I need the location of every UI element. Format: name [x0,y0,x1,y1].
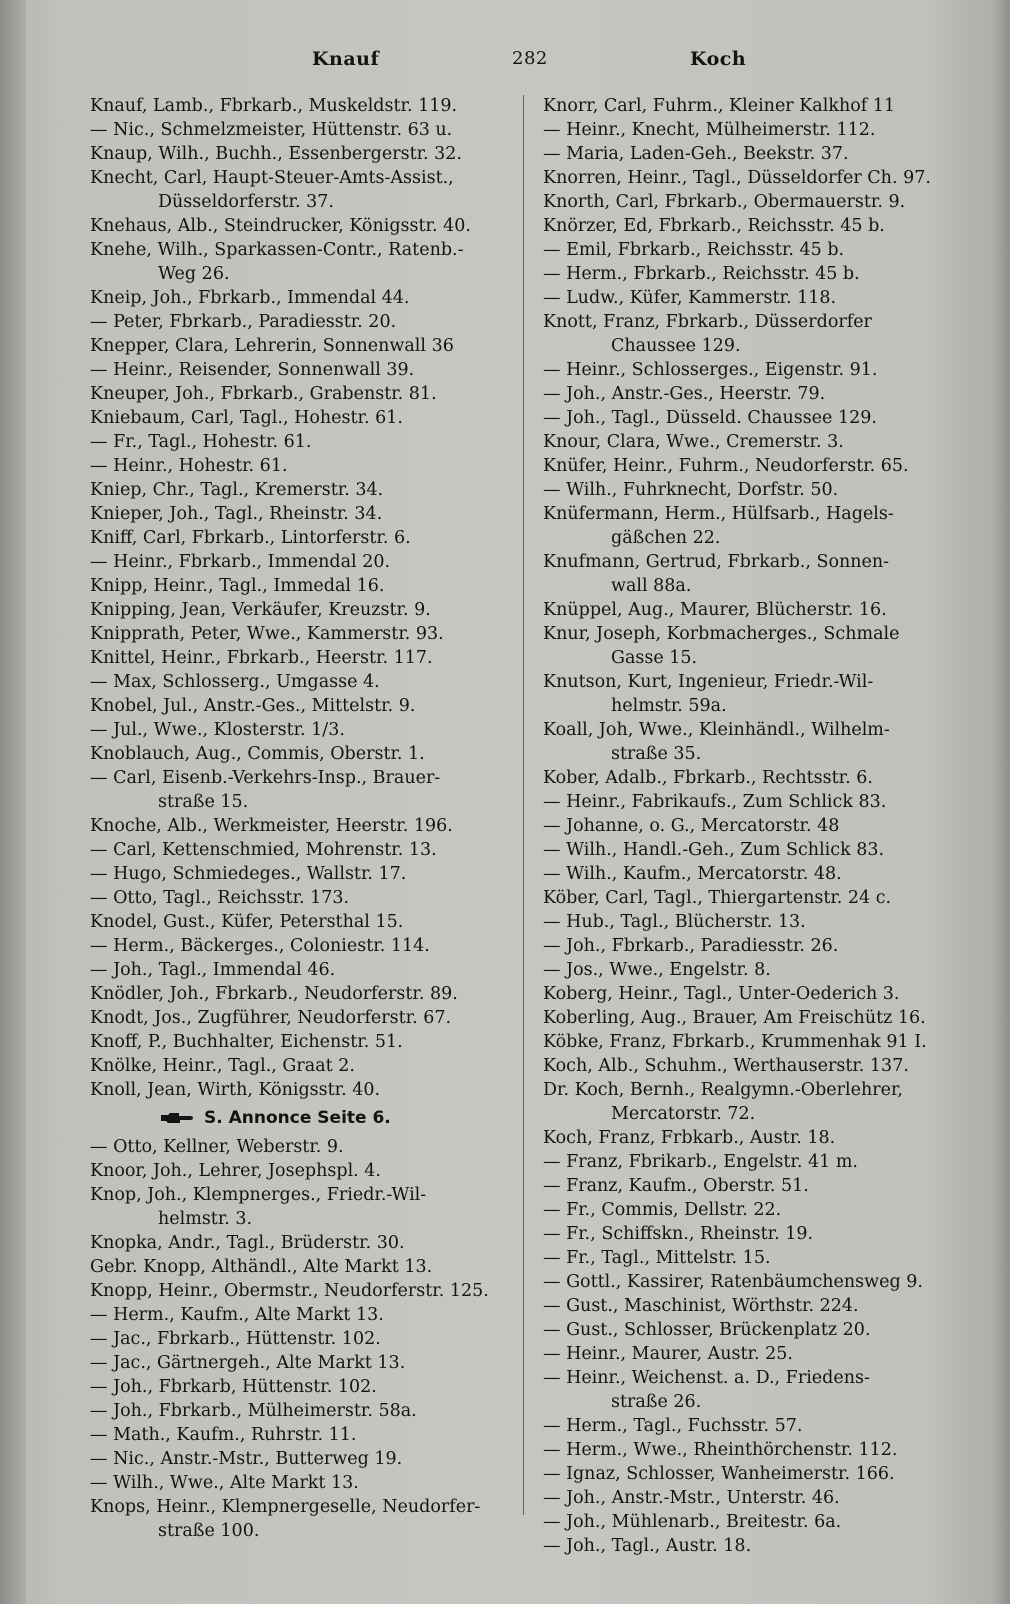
list-item: Köbke, Franz, Fbrkarb., Krummenhak 91 I. [543,1032,927,1052]
list-item: straße 100. [158,1521,260,1541]
list-item: Knoblauch, Aug., Commis, Oberstr. 1. [90,744,425,764]
list-item: Knoor, Joh., Lehrer, Josephspl. 4. [90,1161,381,1181]
list-item: Knepper, Clara, Lehrerin, Sonnenwall 36 [90,336,454,356]
list-item: — Fr., Commis, Dellstr. 22. [543,1200,782,1220]
list-item: Koberg, Heinr., Tagl., Unter-Oederich 3. [543,984,900,1004]
list-item: — Gust., Maschinist, Wörthstr. 224. [543,1296,859,1316]
running-head-left: Knauf [312,48,380,70]
list-item: Knüfermann, Herm., Hülfsarb., Hagels- [543,504,894,524]
list-item: helmstr. 59a. [611,696,727,716]
list-item: Koall, Joh, Wwe., Kleinhändl., Wilhelm- [543,720,890,740]
list-item: Knoll, Jean, Wirth, Königsstr. 40. [90,1080,381,1100]
list-item: — Jul., Wwe., Klosterstr. 1/3. [90,720,345,740]
list-item: Mercatorstr. 72. [611,1104,756,1124]
list-item: Knecht, Carl, Haupt-Steuer-Amts-Assist., [90,168,454,188]
list-item: — Heinr., Maurer, Austr. 25. [543,1344,793,1364]
page-number: 282 [512,48,548,69]
list-item: — Joh., Fbrkarb, Hüttenstr. 102. [90,1377,377,1397]
list-item: — Math., Kaufm., Ruhrstr. 11. [90,1425,357,1445]
list-item: Knüppel, Aug., Maurer, Blücherstr. 16. [543,600,887,620]
list-item: — Carl, Eisenb.-Verkehrs-Insp., Brauer- [90,768,441,788]
annonce-notice [90,1102,510,1135]
list-item: — Jos., Wwe., Engelstr. 8. [543,960,771,980]
list-item: — Peter, Fbrkarb., Paradiesstr. 20. [90,312,397,332]
list-item: — Ludw., Küfer, Kammerstr. 118. [543,288,837,308]
list-item: Knölke, Heinr., Tagl., Graat 2. [90,1056,355,1076]
list-item: gäßchen 22. [611,528,721,548]
list-item: — Johanne, o. G., Mercatorstr. 48 [543,816,840,836]
list-item: — Heinr., Schlosserges., Eigenstr. 91. [543,360,878,380]
list-item: Kneip, Joh., Fbrkarb., Immendal 44. [90,288,410,308]
list-item: — Wilh., Fuhrknecht, Dorfstr. 50. [543,480,839,500]
list-item: — Wilh., Handl.-Geh., Zum Schlick 83. [543,840,885,860]
list-item: Koch, Alb., Schuhm., Werthauserstr. 137. [543,1056,909,1076]
list-item: — Carl, Kettenschmied, Mohrenstr. 13. [90,840,437,860]
list-item: — Gottl., Kassirer, Ratenbäumchensweg 9. [543,1272,923,1292]
list-item: — Maria, Laden-Geh., Beekstr. 37. [543,144,849,164]
list-item: — Joh., Tagl., Immendal 46. [90,960,336,980]
list-item: Köber, Carl, Tagl., Thiergartenstr. 24 c. [543,888,892,908]
list-item: — Nic., Anstr.-Mstr., Butterweg 19. [90,1449,403,1469]
list-item: Weg 26. [158,264,230,284]
list-item: Knörzer, Ed, Fbrkarb., Reichsstr. 45 b. [543,216,885,236]
list-item: Knopka, Andr., Tagl., Brüderstr. 30. [90,1233,405,1253]
list-item: — Heinr., Weichenst. a. D., Friedens- [543,1368,870,1388]
list-item: — Fr., Tagl., Hohestr. 61. [90,432,312,452]
list-item: — Ignaz, Schlosser, Wanheimerstr. 166. [543,1464,895,1484]
list-item: Gebr. Knopp, Althändl., Alte Markt 13. [90,1257,433,1277]
list-item: Knott, Franz, Fbrkarb., Düsserdorfer [543,312,872,332]
list-item: — Joh., Mühlenarb., Breitestr. 6a. [543,1512,842,1532]
list-item: Knauf, Lamb., Fbrkarb., Muskeldstr. 119. [90,96,458,116]
list-item: — Emil, Fbrkarb., Reichsstr. 45 b. [543,240,845,260]
list-item: — Jac., Fbrkarb., Hüttenstr. 102. [90,1329,381,1349]
list-item: Knoff, P., Buchhalter, Eichenstr. 51. [90,1032,403,1052]
list-item: Knop, Joh., Klempnerges., Friedr.-Wil- [90,1185,427,1205]
list-item: — Fr., Tagl., Mittelstr. 15. [543,1248,771,1268]
page-edge-left [0,0,26,1604]
page-edge-right [990,0,1010,1604]
list-item: — Gust., Schlosser, Brückenplatz 20. [543,1320,871,1340]
list-item: — Heinr., Fabrikaufs., Zum Schlick 83. [543,792,887,812]
list-item: — Wilh., Wwe., Alte Markt 13. [90,1473,359,1493]
list-item: Knehaus, Alb., Steindrucker, Königsstr. 40. [90,216,471,236]
list-item: Kniebaum, Carl, Tagl., Hohestr. 61. [90,408,403,428]
list-item: wall 88a. [611,576,692,596]
list-item: Knorth, Carl, Fbrkarb., Obermauerstr. 9. [543,192,906,212]
list-item: — Heinr., Reisender, Sonnenwall 39. [90,360,415,380]
list-item: — Herm., Fbrkarb., Reichsstr. 45 b. [543,264,860,284]
list-item: Knour, Clara, Wwe., Cremerstr. 3. [543,432,844,452]
list-item: Düsseldorferstr. 37. [158,192,334,212]
list-item: straße 35. [611,744,702,764]
list-item: Knieper, Joh., Tagl., Rheinstr. 34. [90,504,383,524]
list-item: Knur, Joseph, Korbmacherges., Schmale [543,624,900,644]
list-item: Knipprath, Peter, Wwe., Kammerstr. 93. [90,624,444,644]
list-item: Knüfer, Heinr., Fuhrm., Neudorferstr. 65. [543,456,909,476]
list-item: Kniff, Carl, Fbrkarb., Lintorferstr. 6. [90,528,411,548]
list-item: straße 15. [158,792,249,812]
list-item: Knipping, Jean, Verkäufer, Kreuzstr. 9. [90,600,431,620]
list-item: — Hugo, Schmiedeges., Wallstr. 17. [90,864,407,884]
list-item: Knoche, Alb., Werkmeister, Heerstr. 196. [90,816,453,836]
list-item: — Heinr., Knecht, Mülheimerstr. 112. [543,120,876,140]
column-divider [523,95,524,1515]
list-item: straße 26. [611,1392,702,1412]
list-item: Knodt, Jos., Zugführer, Neudorferstr. 67. [90,1008,452,1028]
list-item: Knehe, Wilh., Sparkassen-Contr., Ratenb.- [90,240,464,260]
list-item: Koch, Franz, Frbkarb., Austr. 18. [543,1128,836,1148]
list-item: Knödler, Joh., Fbrkarb., Neudorferstr. 89. [90,984,458,1004]
list-item: Knaup, Wilh., Buchh., Essenbergerstr. 32. [90,144,462,164]
list-item: — Hub., Tagl., Blücherstr. 13. [543,912,806,932]
annonce-text: S. Annonce Seite 6. [204,1108,391,1128]
list-item: — Herm., Wwe., Rheinthörchenstr. 112. [543,1440,898,1460]
list-item: — Herm., Bäckerges., Coloniestr. 114. [90,936,430,956]
right-column [543,94,983,1558]
list-item: Kneuper, Joh., Fbrkarb., Grabenstr. 81. [90,384,437,404]
list-item: Dr. Koch, Bernh., Realgymn.-Oberlehrer, [543,1080,903,1100]
list-item: — Herm., Tagl., Fuchsstr. 57. [543,1416,803,1436]
list-item: — Franz, Kaufm., Oberstr. 51. [543,1176,809,1196]
list-item: — Joh., Tagl., Austr. 18. [543,1536,752,1556]
list-item: Knops, Heinr., Klempnergeselle, Neudorfer- [90,1497,481,1517]
list-item: — Heinr., Fbrkarb., Immendal 20. [90,552,391,572]
list-item: Knobel, Jul., Anstr.-Ges., Mittelstr. 9. [90,696,416,716]
list-item: — Max, Schlosserg., Umgasse 4. [90,672,380,692]
list-item: — Heinr., Hohestr. 61. [90,456,288,476]
list-item: helmstr. 3. [158,1209,253,1229]
list-item: — Joh., Fbrkarb., Mülheimerstr. 58a. [90,1401,417,1421]
list-item: — Herm., Kaufm., Alte Markt 13. [90,1305,384,1325]
list-item: Knopp, Heinr., Obermstr., Neudorferstr. 125. [90,1281,489,1301]
list-item: Knutson, Kurt, Ingenieur, Friedr.-Wil- [543,672,874,692]
list-item: Knittel, Heinr., Fbrkarb., Heerstr. 117. [90,648,433,668]
list-item: Knufmann, Gertrud, Fbrkarb., Sonnen- [543,552,890,572]
list-item: — Joh., Anstr.-Mstr., Unterstr. 46. [543,1488,840,1508]
list-item: — Otto, Tagl., Reichsstr. 173. [90,888,350,908]
list-item: Knodel, Gust., Küfer, Petersthal 15. [90,912,404,932]
list-item: Chaussee 129. [611,336,741,356]
list-item: — Jac., Gärtnergeh., Alte Markt 13. [90,1353,406,1373]
list-item: — Wilh., Kaufm., Mercatorstr. 48. [543,864,842,884]
list-item: — Nic., Schmelzmeister, Hüttenstr. 63 u. [90,120,453,140]
list-item: — Joh., Anstr.-Ges., Heerstr. 79. [543,384,826,404]
list-item: Knorr, Carl, Fuhrm., Kleiner Kalkhof 11 [543,96,896,116]
list-item: — Joh., Tagl., Düsseld. Chaussee 129. [543,408,877,428]
left-column [90,94,510,1543]
list-item: — Joh., Fbrkarb., Paradiesstr. 26. [543,936,839,956]
list-item: Kober, Adalb., Fbrkarb., Rechtsstr. 6. [543,768,873,788]
list-item: — Franz, Fbrikarb., Engelstr. 41 m. [543,1152,858,1172]
list-item: Koberling, Aug., Brauer, Am Freischütz 16. [543,1008,926,1028]
list-item: Gasse 15. [611,648,698,668]
pointing-hand-icon [160,1111,194,1125]
list-item: — Fr., Schiffskn., Rheinstr. 19. [543,1224,814,1244]
list-item: Knipp, Heinr., Tagl., Immedal 16. [90,576,385,596]
running-head-right: Koch [690,48,747,70]
list-item: Kniep, Chr., Tagl., Kremerstr. 34. [90,480,384,500]
list-item: Knorren, Heinr., Tagl., Düsseldorfer Ch. 97. [543,168,931,188]
list-item: — Otto, Kellner, Weberstr. 9. [90,1137,344,1157]
